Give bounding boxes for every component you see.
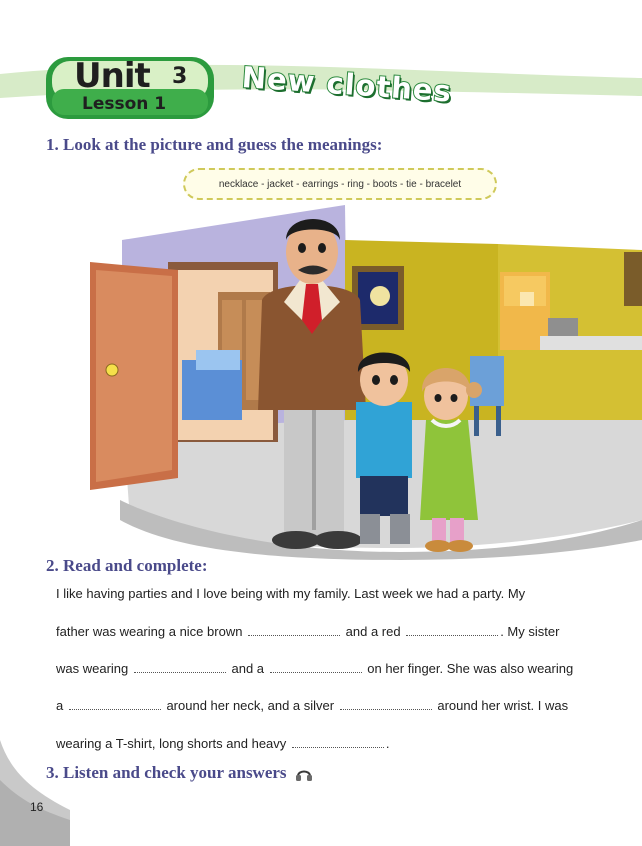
paragraph-text: and a xyxy=(227,661,268,676)
paragraph-text: wearing a T-shirt, long shorts and heavy xyxy=(56,736,290,751)
unit-number: 3 xyxy=(172,64,188,89)
paragraph-text: father was wearing a nice brown xyxy=(56,624,247,639)
paragraph-text: a xyxy=(56,698,67,713)
section-2-heading: 2. Read and complete: xyxy=(46,556,208,575)
paragraph-text: and a red xyxy=(342,624,405,639)
section-1-heading: 1. Look at the picture and guess the meanings: xyxy=(46,135,383,154)
paragraph-line-2 xyxy=(56,624,559,639)
answer-blank[interactable] xyxy=(69,699,161,710)
answer-blank[interactable] xyxy=(340,699,432,710)
answer-blank[interactable] xyxy=(292,737,384,748)
section-3-heading xyxy=(46,763,313,783)
unit-label: Unit xyxy=(74,56,150,96)
page-corner-decoration xyxy=(0,740,70,846)
family-scene-illustration xyxy=(0,200,642,560)
page-number: 16 xyxy=(30,800,44,814)
paragraph-line-1 xyxy=(56,586,525,601)
paragraph-text: I like having parties and I love being with my family. Last week we had a party. My xyxy=(56,586,526,601)
word-box: necklace - jacket - earrings - ring - boots - tie - bracelet xyxy=(183,168,497,200)
answer-blank[interactable] xyxy=(406,625,498,636)
headphones-icon[interactable] xyxy=(295,766,313,782)
paragraph-text: around her wrist. I was xyxy=(433,698,569,713)
lesson-title: New clothes xyxy=(240,60,454,109)
paragraph-text: . My sister xyxy=(500,624,560,639)
answer-blank[interactable] xyxy=(270,662,362,673)
paragraph-text: around her neck, and a silver xyxy=(162,698,338,713)
section-3-heading-text: 3. Listen and check your answers xyxy=(46,763,287,782)
paragraph-text: on her finger. She was also wearing xyxy=(363,661,574,676)
paragraph-text: . xyxy=(385,736,390,751)
paragraph-line-3 xyxy=(56,661,573,676)
paragraph-line-4 xyxy=(56,698,568,713)
lesson-label: Lesson 1 xyxy=(82,94,167,114)
answer-blank[interactable] xyxy=(248,625,340,636)
answer-blank[interactable] xyxy=(134,662,226,673)
paragraph-text: was wearing xyxy=(56,661,132,676)
paragraph-line-5 xyxy=(56,736,390,751)
